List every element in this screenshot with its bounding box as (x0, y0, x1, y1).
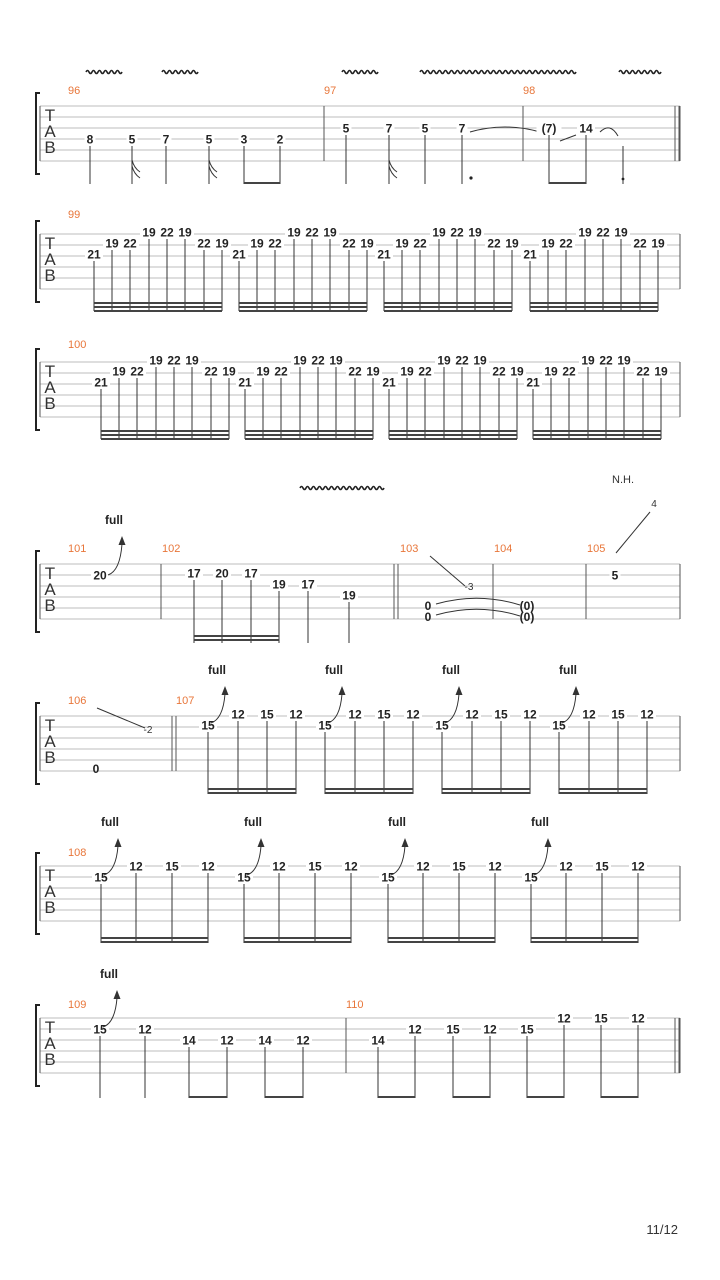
beam (442, 792, 530, 794)
fret-number: 7 (162, 132, 170, 147)
fret-number: 22 (633, 236, 647, 251)
fret-number: 15 (201, 718, 215, 733)
beam (549, 182, 586, 184)
fret-number: 12 (201, 859, 215, 874)
system-bracket (36, 93, 40, 174)
fret-number: 12 (344, 859, 358, 874)
tab-clef-letter: B (44, 898, 56, 917)
fret-number: 19 (541, 236, 555, 251)
fret-number: 15 (93, 1022, 107, 1037)
beam (389, 438, 517, 440)
fret-number: 15 (494, 707, 508, 722)
fret-number: 19 (178, 225, 192, 240)
vibrato-mark (86, 71, 122, 74)
fret-number: 22 (305, 225, 319, 240)
fret-number: 12 (408, 1022, 422, 1037)
beam (101, 937, 208, 939)
fret-number: 15 (318, 718, 332, 733)
tab-clef-letter: B (44, 748, 56, 767)
fret-number: 15 (94, 870, 108, 885)
slide (560, 135, 576, 141)
measure-number: 99 (68, 209, 81, 221)
beam (530, 310, 658, 312)
measure-number: 108 (68, 847, 87, 859)
fret-number: 19 (400, 364, 414, 379)
beam (101, 941, 208, 943)
fret-number: 12 (483, 1022, 497, 1037)
bend-arrow (115, 838, 122, 847)
fret-number: 19 (323, 225, 337, 240)
vibrato-mark (300, 487, 384, 490)
beam (601, 1096, 638, 1098)
fret-number: 22 (130, 364, 144, 379)
beam (265, 1096, 303, 1098)
tab-clef-letter: T (44, 564, 56, 583)
bend-curve (108, 544, 122, 575)
fret-number: 7 (385, 121, 393, 136)
fret-number: 19 (468, 225, 482, 240)
bend-arrow (573, 686, 580, 695)
fret-number: 12 (640, 707, 654, 722)
beam (325, 792, 413, 794)
dot (622, 178, 625, 181)
bend-arrow (456, 686, 463, 695)
note-flag (209, 160, 217, 178)
fret-number: (0) (519, 599, 535, 613)
system-bracket (36, 349, 40, 430)
tab-clef-letter: T (44, 106, 56, 125)
bend-label: full (559, 663, 577, 677)
fret-number: 22 (167, 353, 181, 368)
tab-clef-letter: B (44, 596, 56, 615)
beam (101, 434, 229, 436)
fret-number: 22 (268, 236, 282, 251)
beam (388, 941, 495, 943)
whammy-value: 4 (651, 499, 657, 510)
tab-clef-letter: A (44, 580, 56, 599)
fret-number: 15 (237, 870, 251, 885)
fret-number: 21 (382, 375, 396, 390)
beam (101, 438, 229, 440)
fret-number: 19 (505, 236, 519, 251)
measure-number: 104 (494, 543, 513, 555)
fret-number: 12 (272, 859, 286, 874)
measure-number: 101 (68, 543, 87, 555)
measure-number: 109 (68, 999, 87, 1011)
fret-number: 5 (342, 121, 350, 136)
note-flag (132, 160, 140, 178)
fret-number: 17 (244, 566, 258, 581)
beam (530, 306, 658, 308)
fret-number: 19 (366, 364, 380, 379)
tie (436, 598, 520, 605)
beam (531, 937, 638, 939)
fret-number: 15 (520, 1022, 534, 1037)
measure-number: 97 (324, 85, 337, 97)
fret-number: 12 (559, 859, 573, 874)
beam (388, 937, 495, 939)
bend-arrow (222, 686, 229, 695)
beam (533, 434, 661, 436)
bend-label: full (531, 815, 549, 829)
beam (239, 306, 367, 308)
tab-clef-letter: B (44, 394, 56, 413)
fret-number: 22 (450, 225, 464, 240)
fret-number: 21 (232, 247, 246, 262)
fret-number: 15 (435, 718, 449, 733)
fret-number: 2 (276, 132, 284, 147)
beam (94, 302, 222, 304)
measure-number: 110 (346, 999, 364, 1011)
fret-number: 19 (544, 364, 558, 379)
fret-number: 15 (611, 707, 625, 722)
bend-label: full (388, 815, 406, 829)
fret-number: 15 (452, 859, 466, 874)
fret-number: 15 (595, 859, 609, 874)
whammy-value: -2 (143, 725, 153, 736)
tab-clef-letter: T (44, 234, 56, 253)
fret-number: (7) (541, 121, 557, 136)
fret-number: 20 (215, 566, 229, 581)
fret-number: 21 (377, 247, 391, 262)
fret-number: 15 (446, 1022, 460, 1037)
fret-number: 19 (617, 353, 631, 368)
fret-number: 0 (424, 599, 432, 613)
bend-arrow (339, 686, 346, 695)
fret-number: 22 (492, 364, 506, 379)
fret-number: 22 (559, 236, 573, 251)
bend-label: full (325, 663, 343, 677)
beam (239, 310, 367, 312)
beam (208, 788, 296, 790)
fret-number: 19 (329, 353, 343, 368)
tie (436, 609, 520, 616)
vibrato-mark (420, 71, 576, 74)
fret-number: 12 (296, 1033, 310, 1048)
beam (245, 434, 373, 436)
fret-number: 15 (377, 707, 391, 722)
beam (389, 430, 517, 432)
tab-clef-letter: A (44, 732, 56, 751)
bend-arrow (545, 838, 552, 847)
fret-number: 22 (123, 236, 137, 251)
whammy-value: -3 (464, 582, 474, 593)
measure-number: 107 (176, 695, 195, 707)
fret-number: 12 (631, 1011, 645, 1026)
fret-number: 19 (432, 225, 446, 240)
dot (469, 176, 472, 179)
measure-number: 105 (587, 543, 606, 555)
fret-number: 19 (222, 364, 236, 379)
bend-label: full (105, 513, 123, 527)
fret-number: 19 (215, 236, 229, 251)
fret-number: 12 (348, 707, 362, 722)
fret-number: 15 (594, 1011, 608, 1026)
vibrato-mark (342, 71, 378, 74)
fret-number: 12 (416, 859, 430, 874)
beam (384, 306, 512, 308)
fret-number: 8 (86, 132, 94, 147)
fret-number: 14 (182, 1033, 196, 1048)
system-bracket (36, 551, 40, 632)
tie (600, 128, 618, 136)
fret-number: 19 (185, 353, 199, 368)
fret-number: 15 (524, 870, 538, 885)
fret-number: 12 (582, 707, 596, 722)
fret-number: 22 (274, 364, 288, 379)
page-number: 11/12 (646, 1222, 678, 1237)
beam (245, 438, 373, 440)
fret-number: 19 (142, 225, 156, 240)
tab-clef-letter: A (44, 122, 56, 141)
tab-clef-letter: T (44, 716, 56, 735)
fret-number: 12 (289, 707, 303, 722)
beam (533, 430, 661, 432)
fret-number: 12 (631, 859, 645, 874)
fret-number: 22 (455, 353, 469, 368)
system-bracket (36, 221, 40, 302)
measure-number: 98 (523, 85, 536, 97)
measure-number: 103 (400, 543, 419, 555)
vibrato-mark (619, 71, 661, 74)
fret-number: 19 (614, 225, 628, 240)
whammy-line (616, 512, 650, 553)
tab-clef-letter: A (44, 882, 56, 901)
fret-number: 22 (413, 236, 427, 251)
beam (384, 310, 512, 312)
fret-number: 12 (129, 859, 143, 874)
tab-clef-letter: T (44, 1018, 56, 1037)
fret-number: 14 (371, 1033, 385, 1048)
fret-number: 21 (87, 247, 101, 262)
beam (384, 302, 512, 304)
fret-number: 5 (128, 132, 136, 147)
fret-number: 19 (654, 364, 668, 379)
fret-number: 22 (487, 236, 501, 251)
beam (94, 310, 222, 312)
fret-number: 19 (578, 225, 592, 240)
fret-number: 3 (240, 132, 248, 147)
measure-number: 106 (68, 695, 87, 707)
bend-arrow (119, 536, 126, 545)
fret-number: 0 (424, 610, 432, 624)
tab-clef-letter: B (44, 1050, 56, 1069)
bend-label: full (100, 967, 118, 981)
beam (101, 430, 229, 432)
beam (194, 639, 279, 641)
fret-number: 5 (421, 121, 429, 136)
fret-number: 17 (301, 577, 315, 592)
fret-number: 22 (596, 225, 610, 240)
tab-clef-letter: A (44, 1034, 56, 1053)
system-bracket (36, 1005, 40, 1086)
fret-number: 17 (187, 566, 201, 581)
system-bracket (36, 853, 40, 934)
fret-number: 22 (348, 364, 362, 379)
beam (94, 306, 222, 308)
fret-number: 19 (149, 353, 163, 368)
fret-number: 12 (488, 859, 502, 874)
fret-number: 5 (205, 132, 213, 147)
beam (244, 937, 351, 939)
vibrato-mark (162, 71, 198, 74)
note-flag (389, 160, 397, 178)
fret-number: 19 (437, 353, 451, 368)
bend-arrow (402, 838, 409, 847)
bend-label: full (101, 815, 119, 829)
fret-number: 19 (581, 353, 595, 368)
tab-clef-letter: A (44, 250, 56, 269)
bend-label: full (244, 815, 262, 829)
tab-clef-letter: A (44, 378, 56, 397)
fret-number: 22 (418, 364, 432, 379)
beam (389, 434, 517, 436)
fret-number: 22 (599, 353, 613, 368)
fret-number: 22 (636, 364, 650, 379)
beam (245, 430, 373, 432)
beam (208, 792, 296, 794)
tab-clef-letter: T (44, 362, 56, 381)
beam (442, 788, 530, 790)
fret-number: 12 (220, 1033, 234, 1048)
fret-number: (0) (519, 610, 535, 624)
fret-number: 12 (465, 707, 479, 722)
beam (453, 1096, 490, 1098)
fret-number: 19 (510, 364, 524, 379)
tab-clef-letter: B (44, 266, 56, 285)
fret-number: 19 (360, 236, 374, 251)
fret-number: 15 (165, 859, 179, 874)
fret-number: 19 (272, 577, 286, 592)
bend-label: full (442, 663, 460, 677)
fret-number: 22 (342, 236, 356, 251)
fret-number: 20 (93, 568, 107, 583)
fret-number: 7 (458, 121, 466, 136)
beam (559, 792, 647, 794)
fret-number: 0 (92, 762, 100, 776)
whammy-line (97, 708, 145, 728)
fret-number: 22 (160, 225, 174, 240)
beam (530, 302, 658, 304)
beam (325, 788, 413, 790)
bend-arrow (114, 990, 121, 999)
beam (244, 941, 351, 943)
fret-number: 14 (579, 121, 593, 136)
beam (559, 788, 647, 790)
measure-number: 100 (68, 339, 87, 351)
fret-number: 12 (557, 1011, 571, 1026)
beam (531, 941, 638, 943)
fret-number: 22 (311, 353, 325, 368)
fret-number: 15 (308, 859, 322, 874)
fret-number: 12 (231, 707, 245, 722)
fret-number: 22 (204, 364, 218, 379)
fret-number: 19 (105, 236, 119, 251)
tab-clef-letter: T (44, 866, 56, 885)
whammy-line (430, 556, 465, 586)
fret-number: 19 (342, 588, 356, 603)
measure-number: 96 (68, 85, 81, 97)
beam (378, 1096, 415, 1098)
measure-number: 102 (162, 543, 181, 555)
beam (239, 302, 367, 304)
fret-number: 15 (381, 870, 395, 885)
fret-number: 5 (611, 568, 619, 583)
fret-number: 21 (238, 375, 252, 390)
fret-number: 12 (138, 1022, 152, 1037)
fret-number: 22 (197, 236, 211, 251)
harmonic-label: N.H. (612, 474, 634, 486)
fret-number: 19 (395, 236, 409, 251)
fret-number: 15 (260, 707, 274, 722)
tab-clef-letter: B (44, 138, 56, 157)
fret-number: 14 (258, 1033, 272, 1048)
fret-number: 21 (94, 375, 108, 390)
fret-number: 15 (552, 718, 566, 733)
bend-label: full (208, 663, 226, 677)
fret-number: 12 (406, 707, 420, 722)
system-bracket (36, 703, 40, 784)
bend-arrow (258, 838, 265, 847)
fret-number: 22 (562, 364, 576, 379)
fret-number: 21 (526, 375, 540, 390)
fret-number: 19 (293, 353, 307, 368)
fret-number: 19 (651, 236, 665, 251)
beam (189, 1096, 227, 1098)
fret-number: 19 (473, 353, 487, 368)
fret-number: 19 (250, 236, 264, 251)
fret-number: 21 (523, 247, 537, 262)
fret-number: 19 (256, 364, 270, 379)
beam (527, 1096, 564, 1098)
fret-number: 12 (523, 707, 537, 722)
fret-number: 19 (287, 225, 301, 240)
beam (244, 182, 280, 184)
beam (194, 635, 279, 637)
fret-number: 19 (112, 364, 126, 379)
beam (533, 438, 661, 440)
